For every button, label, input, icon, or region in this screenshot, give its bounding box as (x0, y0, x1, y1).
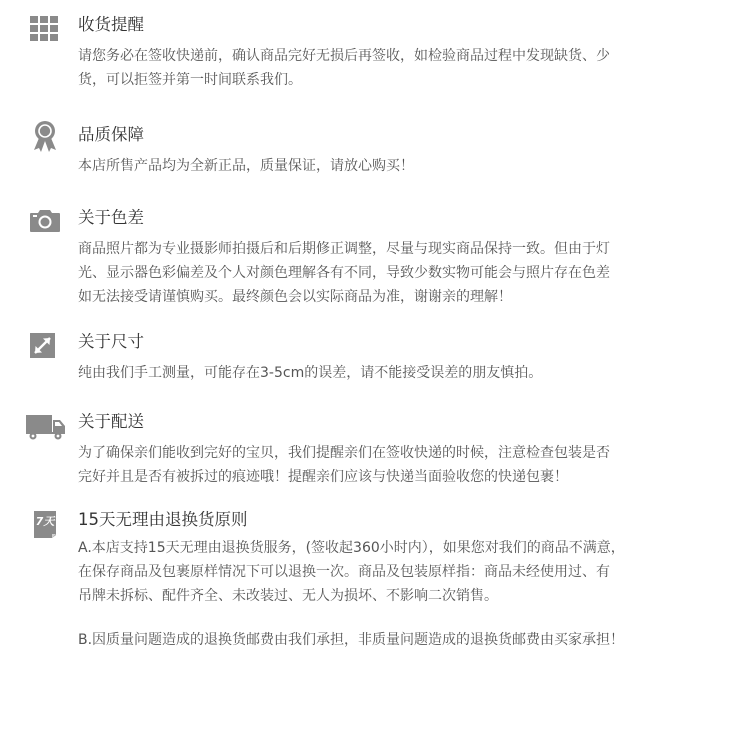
body-line: 商品照片都为专业摄影师拍摄后和后期修正调整，尽量与现实商品保持一致。但由于灯 (78, 241, 610, 257)
section-title: 品质保障 (78, 125, 144, 144)
body-line: 本店所售产品均为全新正品，质量保证，请放心购买！ (78, 158, 414, 174)
grid-icon (28, 15, 62, 45)
body-line: 货，可以拒签并第一时间联系我们。 (78, 72, 302, 88)
section-body (78, 237, 718, 309)
section-body (78, 536, 718, 652)
section-body (78, 154, 718, 178)
award-ribbon-icon (28, 120, 62, 154)
section-body (78, 441, 718, 489)
body-line: 完好并且是否有被拆过的痕迹哦！提醒亲们应该与快递当面验收您的快递包裹！ (78, 469, 568, 485)
body-line: 如无法接受请谨慎购买。最终颜色会以实际商品为准，谢谢亲的理解！ (78, 289, 512, 305)
body-line: 吊牌未拆标、配件齐全、未改装过、无人为损坏、不影响二次销售。 (78, 588, 498, 604)
body-line: 在保存商品及包裹原样情况下可以退换一次。商品及包装原样指：商品未经使用过、有 (78, 564, 610, 580)
section-title: 关于尺寸 (78, 332, 144, 351)
body-line: 纯由我们手工测量，可能存在3-5cm的误差，请不能接受误差的朋友慎拍。 (78, 365, 543, 381)
body-line: 光、显示器色彩偏差及个人对颜色理解各有不同，导致少数实物可能会与照片存在色差 (78, 265, 610, 281)
resize-arrow-icon (28, 332, 62, 362)
seven-day-calendar-icon (32, 509, 58, 539)
section-title: 关于配送 (78, 412, 144, 431)
section-title: 关于色差 (78, 208, 144, 227)
section-title: 15天无理由退换货原则 (78, 510, 248, 529)
body-line: A.本店支持15天无理由退换货服务，(签收起360小时内），如果您对我们的商品不满意， (78, 540, 625, 556)
section-body (78, 361, 718, 385)
body-line: B.因质量问题造成的退换货邮费由我们承担，非质量问题造成的退换货邮费由买家承担！ (78, 632, 625, 648)
body-line: 为了确保亲们能收到完好的宝贝，我们提醒亲们在签收快递的时候，注意检查包装是否 (78, 445, 610, 461)
section-title: 收货提醒 (78, 15, 144, 34)
calendar-day-label: 7天 (35, 515, 55, 528)
camera-icon (28, 206, 62, 236)
delivery-truck-icon (24, 412, 68, 442)
section-body (78, 44, 718, 92)
body-line: 请您务必在签收快递前，确认商品完好无损后再签收，如检验商品过程中发现缺货、少 (78, 48, 610, 64)
